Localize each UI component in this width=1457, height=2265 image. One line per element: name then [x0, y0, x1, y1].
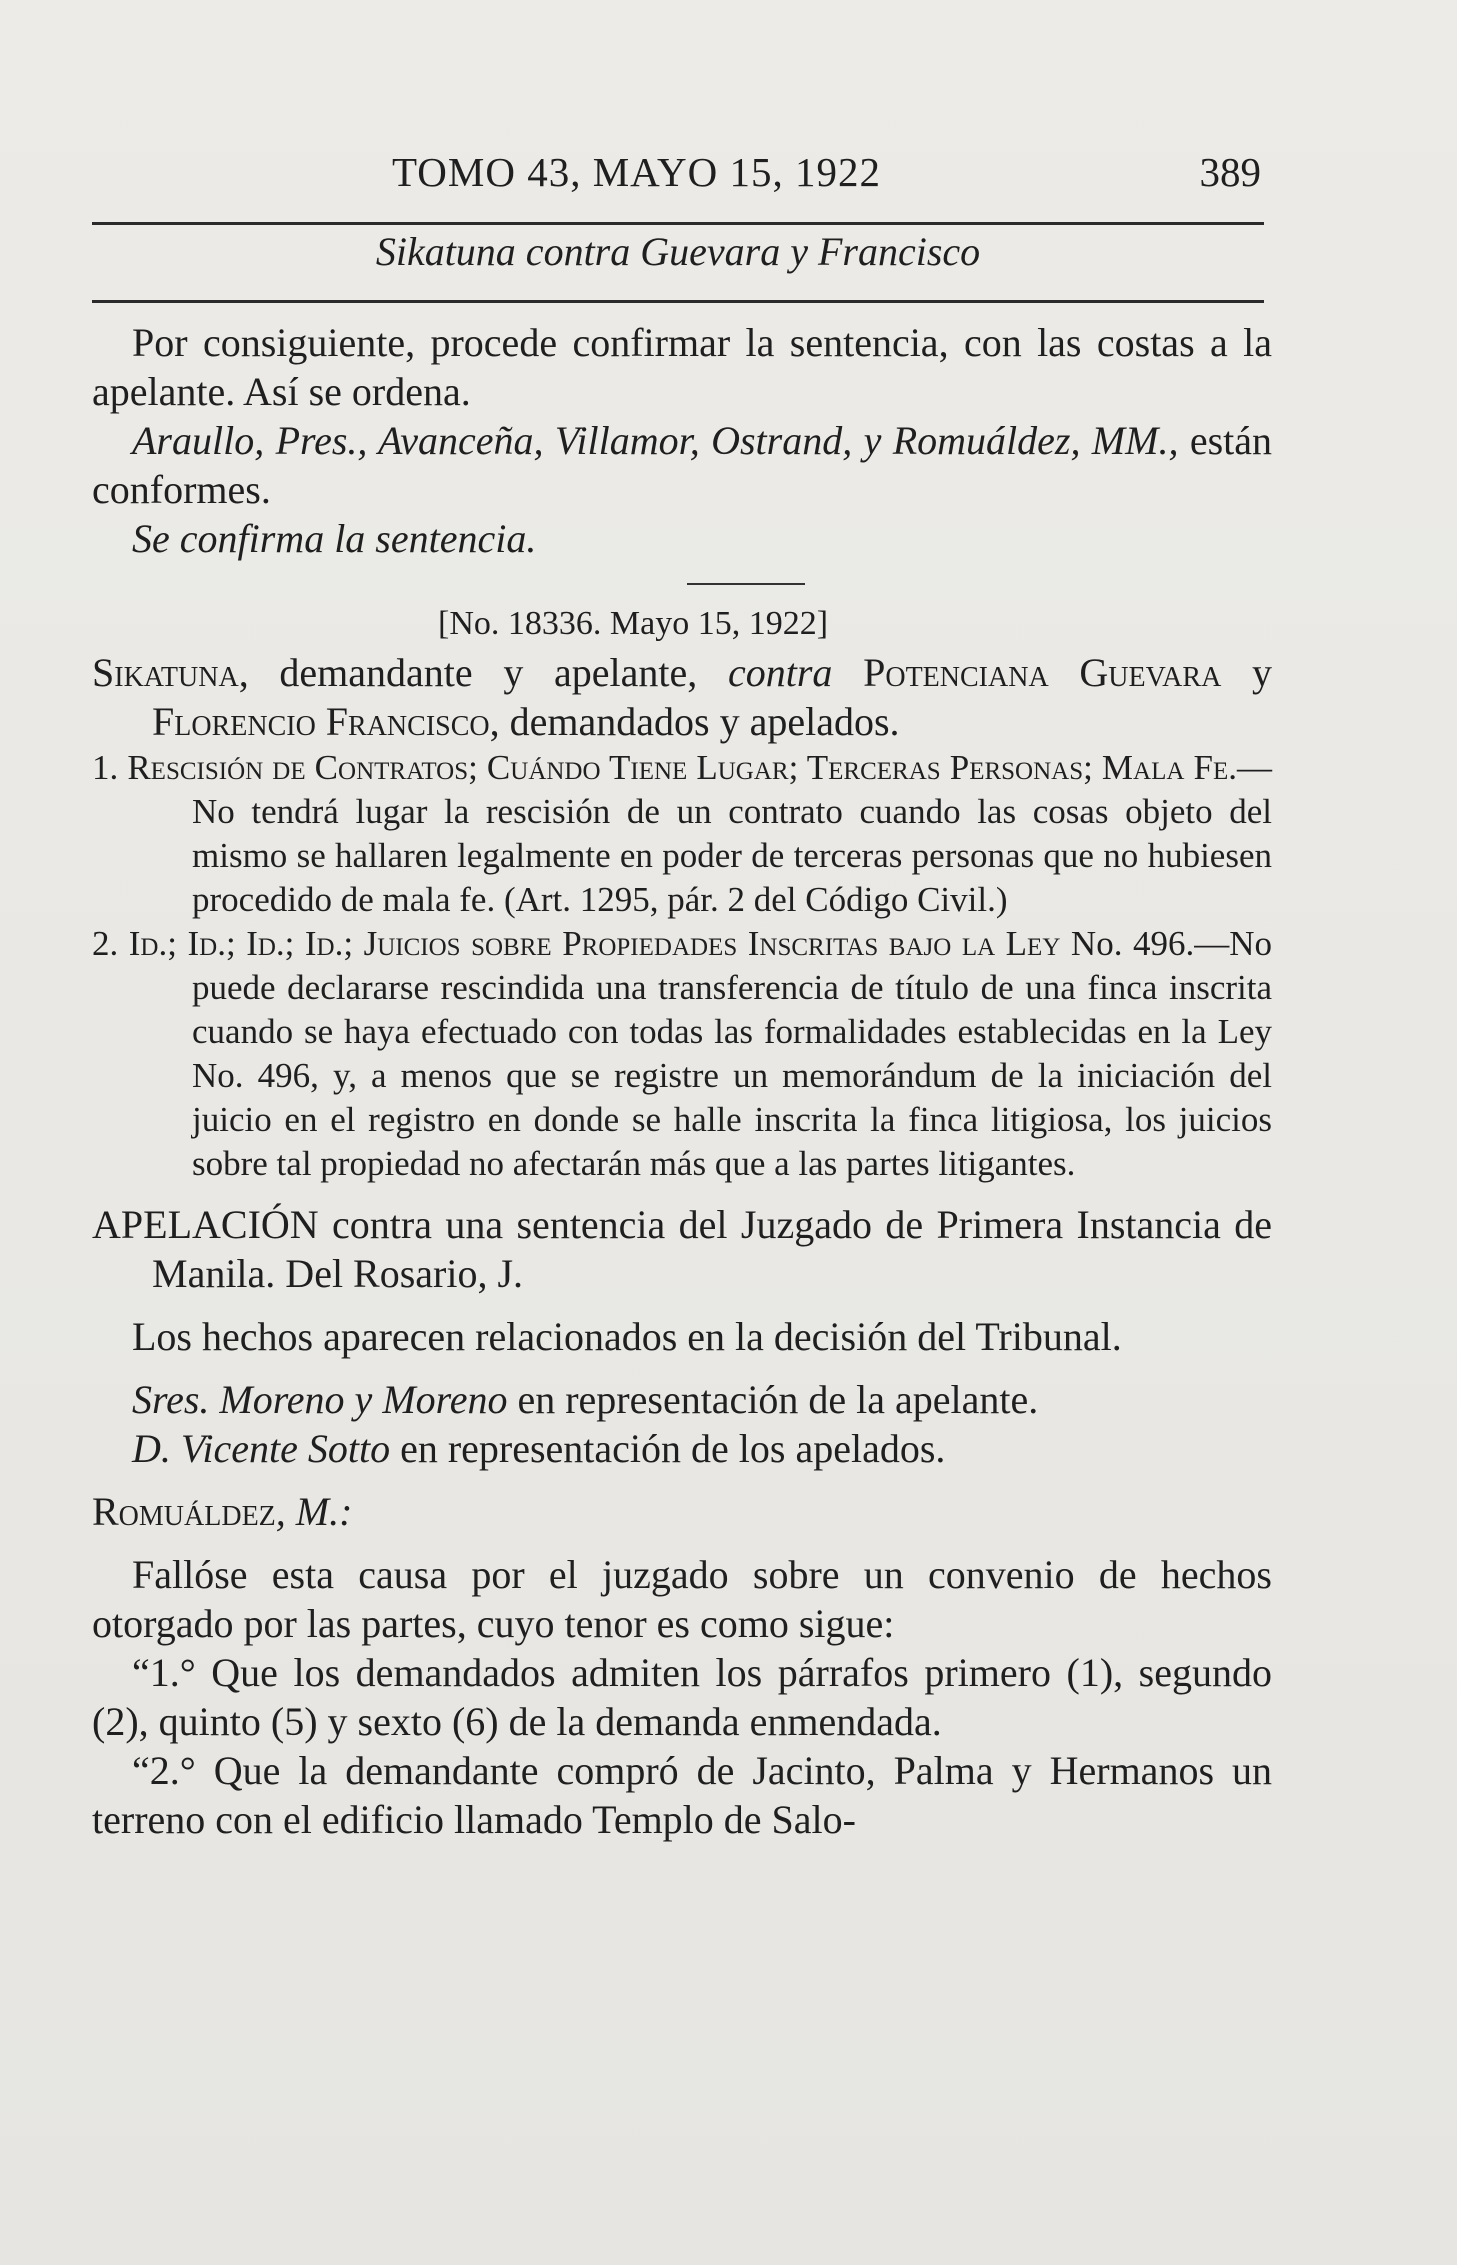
- headnote-number: 2.: [92, 924, 119, 963]
- headnote: [92, 746, 1272, 922]
- counsel-line: [92, 1424, 1272, 1473]
- defendant-name-1: Potenciana Guevara: [832, 650, 1222, 695]
- section-divider: [687, 583, 805, 585]
- author-suffix: , M.:: [275, 1489, 353, 1534]
- concurrence-text: están conformes.: [92, 418, 1272, 512]
- parties-text-3: , demandados y apelados.: [489, 699, 900, 744]
- headnote-text: —No tendrá lugar la rescisión de un contrato cuando las cosas objeto del mismo se hallaren legalmente en poder de terceras personas que no hubiesen procedido de mala fe. (Art. 1295, pár. 2 del Código Civil.): [192, 748, 1272, 919]
- prior-case-conclusion: Por consiguiente, procede confirmar la sentencia, con las costas a la apelante. Así se ordena.: [92, 320, 1272, 414]
- opinion-author: [92, 1487, 1272, 1536]
- appeal-line: [92, 1200, 1272, 1298]
- headnote-topic: Rescisión de Contratos; Cuándo Tiene Lugar; Terceras Personas; Mala Fe.: [127, 748, 1237, 787]
- counsel-text: en representación de la apelante.: [507, 1377, 1039, 1422]
- page-body: [92, 318, 1272, 1844]
- parties-text-2: y: [1221, 650, 1273, 695]
- case-parties: [92, 648, 1272, 746]
- author-name: Romuáldez: [92, 1489, 276, 1534]
- case-short-title: Sikatuna contra Guevara y Francisco: [375, 229, 981, 274]
- justices-names: Araullo, Pres., Avanceña, Villamor, Ostrand, y Romuáldez, MM.,: [132, 418, 1179, 463]
- plaintiff-name: Sikatuna: [92, 650, 239, 695]
- opinion-paragraph: Fallóse esta causa por el juzgado sobre un convenio de hechos otorgado por las partes, cuyo tenor es como sigue:: [92, 1552, 1272, 1646]
- headnote-number: 1.: [92, 748, 119, 787]
- defendant-name-2: Florencio Francisco: [152, 699, 490, 744]
- headnote-text: No. 496.—No puede declararse rescindida una transferencia de título de una finca inscrita cuando se haya efectuado con todas las formalidades establecidas en la Ley No. 496, y, a menos que se registre un memorándum de la iniciación del juicio en el registro en donde se halle inscrita la finca litigiosa, los juicios sobre tal propiedad no afectarán más que a las partes litigantes.: [192, 924, 1272, 1183]
- counsel-names: Sres. Moreno y Moreno: [132, 1377, 508, 1422]
- appeal-text: contra una sentencia del Juzgado de Primera Instancia de Manila. Del Rosario, J.: [152, 1202, 1272, 1296]
- parties-contra: contra: [727, 650, 833, 695]
- opinion-paragraph: “1.° Que los demandados admiten los párrafos primero (1), segundo (2), quinto (5) y sexto (6) de la demanda enmendada.: [92, 1650, 1272, 1744]
- case-docket: [No. 18336. Mayo 15, 1922]: [438, 605, 829, 642]
- header-rule-bottom: [92, 300, 1264, 303]
- prior-case-disposition: Se confirma la sentencia.: [132, 516, 537, 561]
- headnote: [92, 922, 1272, 1186]
- appeal-label: APELACIÓN: [92, 1202, 319, 1247]
- opinion-paragraph: “2.° Que la demandante compró de Jacinto, Palma y Hermanos un terreno con el edificio llamado Templo de Salo-: [92, 1748, 1272, 1842]
- facts-line: Los hechos aparecen relacionados en la decisión del Tribunal.: [132, 1314, 1122, 1359]
- prior-case-concurrence: [92, 416, 1272, 514]
- counsel-text: en representación de los apelados.: [390, 1426, 946, 1471]
- page-number: 389: [1199, 149, 1261, 195]
- parties-text-1: , demandante y apelante,: [238, 650, 728, 695]
- headnote-topic: Id.; Id.; Id.; Id.; Juicios sobre Propiedades Inscritas bajo la Ley: [128, 924, 1061, 963]
- counsel-line: [92, 1375, 1272, 1424]
- running-header: [92, 148, 1261, 208]
- header-rule-top: [92, 222, 1264, 225]
- running-title: TOMO 43, MAYO 15, 1922: [392, 149, 881, 195]
- counsel-names: D. Vicente Sotto: [132, 1426, 391, 1471]
